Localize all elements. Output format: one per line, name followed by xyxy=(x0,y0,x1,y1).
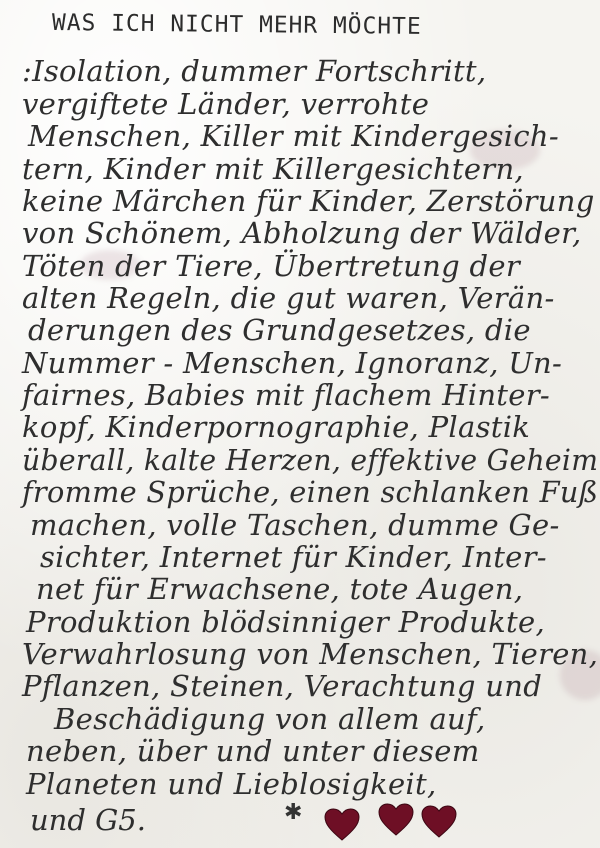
note-line: neben, über und unter diesem xyxy=(26,734,480,768)
heart-icon xyxy=(421,805,457,839)
note-line: überall, kalte Herzen, effektive Geheim xyxy=(22,443,599,477)
note-line: sichter, Internet für Kinder, Inter- xyxy=(40,540,547,574)
note-line: machen, volle Taschen, dumme Ge- xyxy=(30,508,560,542)
note-line: :Isolation, dummer Fortschritt, xyxy=(22,54,487,88)
note-line: net für Erwachsene, tote Augen, xyxy=(36,572,524,606)
note-line: vergiftete Länder, verrohte xyxy=(22,87,430,121)
note-line: tern, Kinder mit Killergesichtern, xyxy=(22,152,524,186)
note-line: alten Regeln, die gut waren, Verän- xyxy=(22,281,555,315)
note-line: fairnes, Babies mit flachem Hinter- xyxy=(22,378,550,412)
note-line: derungen des Grundgesetzes, die xyxy=(28,313,531,347)
note-line: Beschädigung von allem auf, xyxy=(54,702,486,736)
note-line: Verwahrlosung von Menschen, Tieren, xyxy=(22,637,599,671)
asterisk-mark: ✱ xyxy=(284,800,303,825)
note-title: WAS ICH NICHT MEHR MÖCHTE xyxy=(51,10,422,40)
note-line: Töten der Tiere, Übertretung der xyxy=(22,249,520,283)
heart-icon xyxy=(324,808,360,842)
note-line: von Schönem, Abholzung der Wälder, xyxy=(22,216,582,250)
note-line: keine Märchen für Kinder, Zerstörung xyxy=(22,184,595,218)
note-line: Planeten und Lieblosigkeit, xyxy=(26,767,437,801)
note-line: Menschen, Killer mit Kindergesich- xyxy=(28,119,559,153)
note-line: Produktion blödsinniger Produkte, xyxy=(26,605,545,639)
heart-icon xyxy=(378,803,414,837)
note-line: fromme Sprüche, einen schlanken Fuß xyxy=(22,475,599,509)
note-line: kopf, Kinderpornographie, Plastik xyxy=(22,410,531,444)
note-line: Pflanzen, Steinen, Verachtung und xyxy=(22,669,543,703)
note-line: Nummer - Menschen, Ignoranz, Un- xyxy=(22,346,563,380)
closing-line: und G5. xyxy=(30,803,146,837)
